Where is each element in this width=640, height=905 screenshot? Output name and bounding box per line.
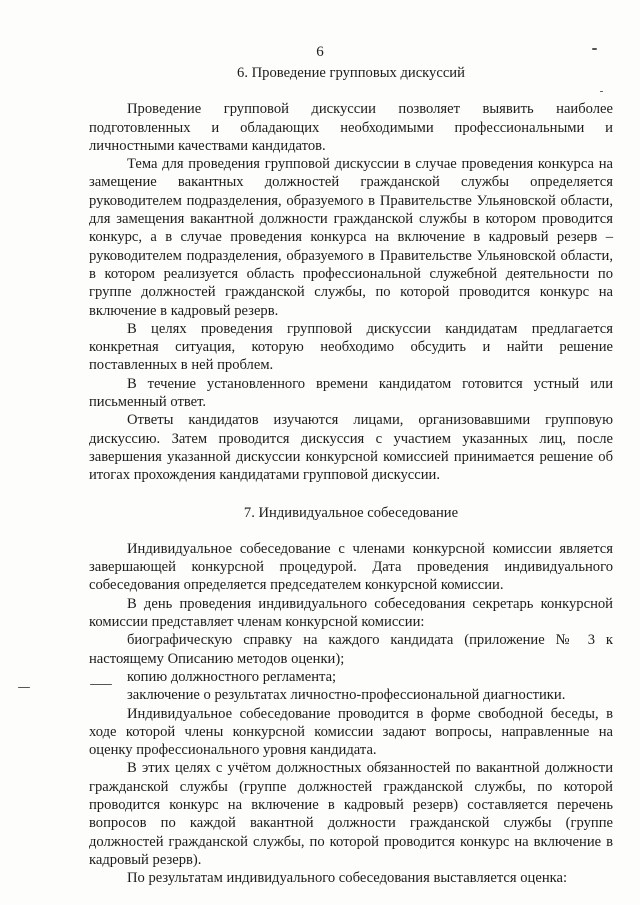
page-number: 6: [316, 44, 324, 60]
paragraph: Ответы кандидатов изучаются лицами, организовавшими групповую дискуссию. Затем проводится дискуссия с участием указанных лиц, после завершения указанной дискуссии конкурсной комиссией принимается решение об итогах прохождения кандидатами групповой дискуссии.: [89, 412, 613, 484]
paragraph: В этих целях с учётом должностных обязанностей по вакантной должности гражданской службы (группе должностей гражданской службы, по которой проводится конкурс на включение в кадровый резерв) составляется перечень вопросов по каждой вакантной должности гражданской службы (группе должностей гражданской службы, по которой проводится конкурс на включение в кадровый резерв).: [89, 760, 613, 868]
section-6-heading: 6. Проведение групповых дискуссий: [237, 65, 465, 81]
paragraph: Индивидуальное собеседование с членами конкурсной комиссии является завершающей конкурсной процедурой. Дата проведения индивидуального собеседования определяется председателем конкурсной комиссии.: [89, 540, 613, 594]
section-7-heading: 7. Индивидуальное собеседование: [243, 504, 459, 521]
paragraph: В день проведения индивидуального собеседования секретарь конкурсной комиссии представляет членам конкурсной комиссии:: [89, 595, 613, 631]
paragraph: В течение установленного времени кандидатом готовится устный или письменный ответ.: [89, 375, 613, 411]
list-item: заключение о результатах личностно-профессиональной диагностики.: [127, 687, 566, 704]
paragraph: Тема для проведения групповой дискуссии в случае проведения конкурса на замещение вакантных должностей гражданской службы определяется руководителем подразделения, образуемого в Правительстве Ульяновской области, для замещения вакантной должности гражданской службы в котором проводится конкурс, а в случае проведения конкурса на включение в кадровый резерв – руководителем подразделения, образуемого в Правительстве Ульяновской области, в котором реализуется область профессиональной служебной деятельности по группе должностей гражданской службы, по которой проводится конкурс на включение в кадровый резерв.: [89, 156, 613, 319]
paragraph: Проведение групповой дискуссии позволяет выявить наиболее подготовленных и обладающих необходимыми профессиональными и личностными качествами кандидатов.: [89, 101, 613, 154]
list-item: копию должностного регламента;: [127, 668, 337, 685]
document-body: [89, 64, 613, 887]
paragraph: По результатам индивидуального собеседования выставляется оценка:: [127, 870, 568, 887]
list-item: биографическую справку на каждого кандидата (приложение № 3 к настоящему Описанию методов оценки);: [89, 632, 613, 667]
scan-speck: [18, 687, 30, 688]
scan-speck: [592, 48, 597, 50]
paragraph: В целях проведения групповой дискуссии кандидатам предлагается конкретная ситуация, которую необходимо обсудить и найти решение поставленных в ней проблем.: [89, 320, 613, 374]
paragraph: Индивидуальное собеседование проводится в форме свободной беседы, в ходе которой члены конкурсной комиссии задают вопросы, направленные на оценку профессионального уровня кандидата.: [89, 705, 613, 759]
